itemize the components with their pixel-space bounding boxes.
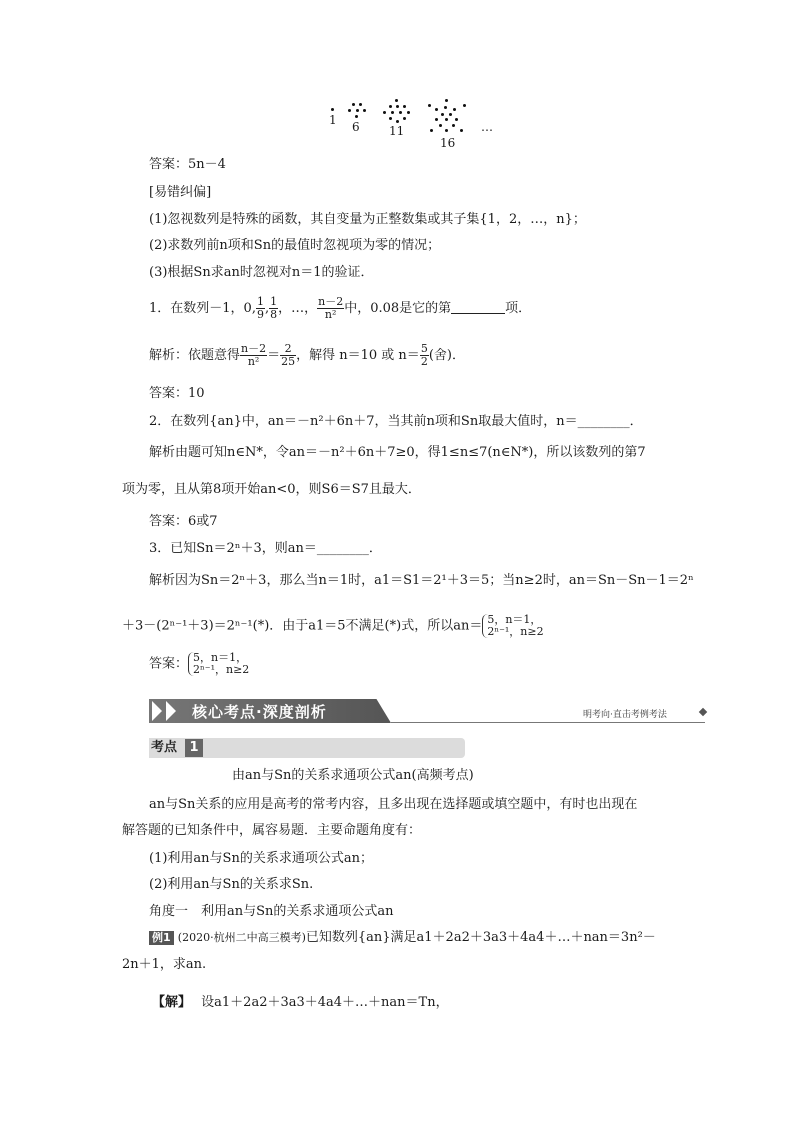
pitfall-item-1: (1)忽视数列是特殊的函数，其自变量为正整数集或其子集{1，2，…，n}； [149,212,586,227]
q1-answer: 答案：10 [149,386,205,401]
figure-dot [428,104,431,107]
kaodian-label: 考点 [151,740,178,755]
pitfall-item-2: (2)求数列前n项和Sn的最值时忽视项为零的情况； [149,238,441,253]
fraction-one-ninth: $\frac{1}{9}$ [256,295,264,321]
pitfall-item-3: (3)根据Sn求an时忽视对n＝1的验证． [149,265,374,280]
figure-dot [396,105,399,108]
chevron-icon [152,701,162,721]
figure-dot [403,105,406,108]
figure-dot [435,118,438,121]
q2-answer: 答案：6或7 [149,514,218,529]
angle-item-2: (2)利用an与Sn的关系求Sn. [149,877,314,892]
figure-dot [389,117,392,120]
figure-dot [439,124,442,127]
figure-dot [452,124,455,127]
figure-dot [352,103,355,106]
figure-dot [396,120,399,123]
figure-dot [356,109,359,112]
figure-dot [389,105,392,108]
example-1-line-1: 例1 (2020·杭州二中高三模考)已知数列{an}满足a1＋2a2＋3a3＋4a4＋…＋nan＝3n²－ [149,929,656,947]
divider [391,722,705,723]
fraction-one-eighth: $\frac{1}{8}$ [270,295,278,321]
example-label: 例1 [149,931,174,945]
figure-dot [445,118,448,121]
topic-para-line-1: an与Sn关系的应用是高考的常考内容，且多出现在选择题或填空题中，有时也出现在 [149,797,638,812]
figure-dot [445,99,448,102]
section-title: 核心考点·深度剖析 [192,703,327,721]
answer-piecewise-brace: 5，n＝1， 2ⁿ⁻¹，n≥2 [188,652,249,676]
figure-label-1: 1 [329,113,337,127]
figure-dot [445,129,448,132]
kaodian-number: 1 [185,739,203,757]
chevron-icon [166,701,176,721]
section-note: 明考向·直击考例考法 [583,710,667,720]
q3-answer: 答案： 5，n＝1， 2ⁿ⁻¹，n≥2 [149,651,250,676]
figure-dot [407,111,410,114]
fraction-general-term: $\frac{n-2}{\text{n²}}$ [318,295,344,321]
angle-item-1: (1)利用an与Sn的关系求通项公式an； [149,851,373,866]
figure-dot [355,115,358,118]
solve-label: 【解】 [152,995,192,1010]
figure-dot [441,113,444,116]
q1-solution: 解析：依题意得 $\frac{n-2}{\text{n²}}$ ＝ $\frac{2}{25}$ ，解得 n＝10 或 n＝ $\frac{5}{2}$ (舍)． [149,342,465,368]
pitfalls-heading: [易错纠偏] [149,185,212,200]
figure-label-11: 11 [389,124,405,138]
figure-label-6: 6 [352,120,360,134]
question-3: 3．已知Sn＝2ⁿ＋3，则an＝________． [149,541,382,556]
figure-ellipsis: … [481,120,493,134]
figure-dot [430,129,433,132]
figure-dot [383,111,386,114]
figure-dot [399,111,402,114]
figure-dot [403,117,406,120]
figure-dot [363,109,366,112]
question-1: 1．在数列－1，0, $\frac{1}{9}$ , $\frac{1}{8}$ ，…， $\frac{n-2}{\text{n²}}$ 中，0.08是它的第 项． [149,295,532,321]
q3-solution-line-1: 解析因为Sn＝2ⁿ＋3，那么当n＝1时，a1＝S1＝2¹＋3＝5；当n≥2时，an＝Sn－Sn－1＝2ⁿ [149,573,694,588]
solution-fraction-2: $\frac{2}{25}$ [281,342,296,368]
q2-solution-line-1: 解析由题可知n∈N*，令an＝－n²＋6n＋7≥0，得1≤n≤7(n∈N*)，所以该数列的第7 [149,445,646,460]
topic-title: 由an与Sn的关系求通项公式an(高频考点) [232,768,474,783]
example-1-line-2: 2n＋1，求an. [122,957,207,972]
figure-dot [359,103,362,106]
figure-dot [331,108,334,111]
topic-para-line-2: 解答题的已知条件中，属容易题．主要命题角度有： [122,823,422,838]
intro-answer: 答案：5n－4 [149,157,226,172]
figure-dot [444,106,447,109]
figure-dot [348,109,351,112]
q2-solution-line-2: 项为零，且从第8项开始an<0，则S6＝S7且最大． [122,482,421,497]
figure-dot [460,129,463,132]
angle-title: 角度一 利用an与Sn的关系求通项公式an [149,904,394,919]
q3-solution-line-2: ＋3－(2ⁿ⁻¹＋3)＝2ⁿ⁻¹(*)．由于a1＝5不满足(*)式，所以an＝ 5，n＝1， 2ⁿ⁻¹，n≥2 [122,613,544,638]
figure-dot [463,104,466,107]
figure-dot [391,111,394,114]
figure-dot [455,118,458,121]
piecewise-brace: 5，n＝1， 2ⁿ⁻¹，n≥2 [482,614,543,638]
solution-fraction-1: $\frac{n-2}{\text{n²}}$ [241,342,267,368]
figure-dot [449,113,452,116]
example-source: (2020·杭州二中高三模考) [177,931,306,944]
diamond-icon [699,708,707,716]
figure-dot [453,108,456,111]
figure-dot [435,108,438,111]
solve-line: 【解】 设a1＋2a2＋3a3＋4a4＋…＋nan＝Tn， [152,995,449,1010]
question-2: 2．在数列{an}中，an＝－n²＋6n＋7，当其前n项和Sn取最大值时，n＝________． [149,414,643,429]
answer-blank [451,301,505,314]
figure-dot [395,99,398,102]
figure-label-16: 16 [440,136,456,150]
solution-fraction-3: $\frac{5}{2}$ [420,342,428,368]
